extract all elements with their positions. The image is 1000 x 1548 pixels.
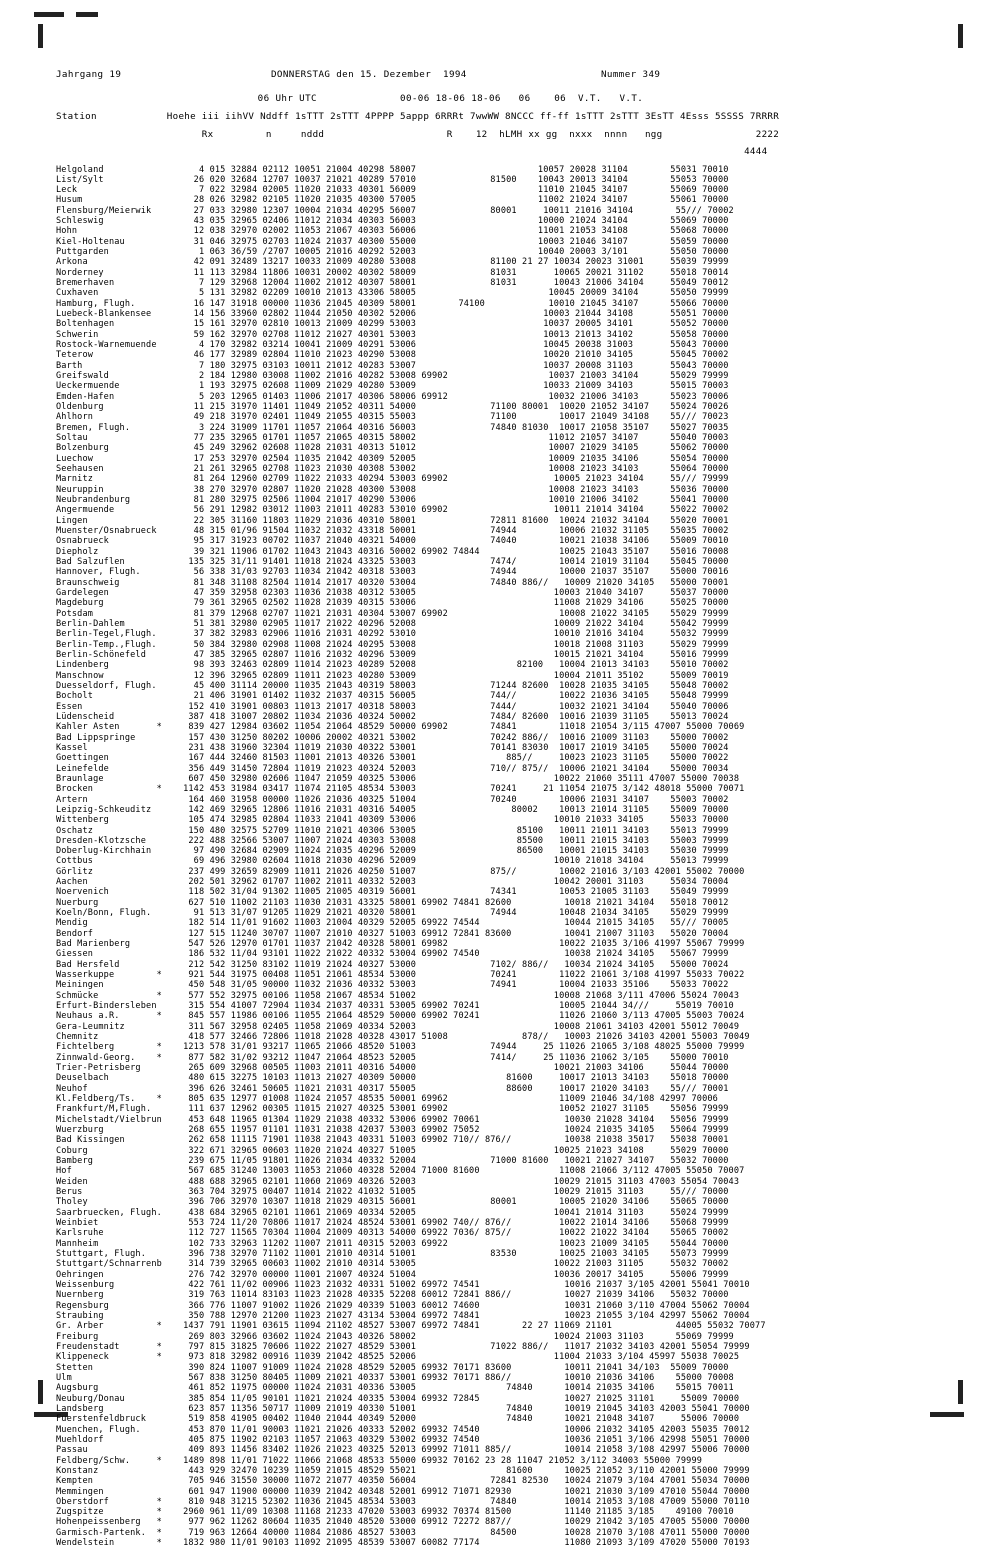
- table-row: Soltau 77 235 32965 01701 11057 21065 40315 58002 11012 21057 34107 55040 70003: [56, 433, 956, 443]
- table-row: Manschnow 12 396 32965 02809 11011 21023 40280 53009 10004 21011 35102 55009 70019: [56, 671, 956, 681]
- table-row: Freudenstadt * 797 815 31825 70606 11022 21027 48529 53001 71022 886// 11017 21032 34103 42001 55054 79999: [56, 1342, 956, 1352]
- table-row: Helgoland 4 015 32884 02112 10051 21004 40298 58007 10057 20028 31104 55031 70010: [56, 165, 956, 175]
- table-row: Duesseldorf, Flugh. 45 400 31114 20000 11035 21043 40319 58003 71244 82600 10028 21035 34105 55048 70002: [56, 681, 956, 691]
- table-row: Rostock-Warnemuende 4 170 32982 03214 10041 21009 40291 53006 10045 20038 31003 55043 70000: [56, 340, 956, 350]
- table-row: Kempten 705 946 31550 30000 11072 21077 40350 56004 72841 82530 10024 21079 3/104 47001 55034 70000: [56, 1476, 956, 1486]
- crop-mark-right-bottom: [958, 1380, 963, 1404]
- table-row: Bolzenburg 45 249 32962 02608 11028 21031 40313 51012 10007 21029 34105 55062 70000: [56, 443, 956, 453]
- table-row: Straubing 350 788 12970 21200 11023 21027 43134 53004 69972 74841 10023 21055 3/104 42997 55062 70004: [56, 1311, 956, 1321]
- table-row: Bad Marienberg 547 526 12970 01701 11037 21042 40328 58001 69982 10022 21035 3/106 41997 55067 79999: [56, 939, 956, 949]
- table-row: Berlin-Tegel,Flugh. 37 382 32983 02906 11016 21031 40292 53010 10010 21016 34104 55032 79999: [56, 629, 956, 639]
- table-row: List/Sylt 26 020 32684 12707 10037 21021 40289 57010 81500 10043 20013 34104 55053 70000: [56, 175, 956, 185]
- table-row: Bad Hersfeld 212 542 31250 83102 11019 21024 40327 53000 7102/ 886// 10034 21024 34105 55000 70024: [56, 960, 956, 970]
- date-label: DONNERSTAG den 15. Dezember 1994: [271, 68, 601, 81]
- table-row: Ulm 567 838 31250 80405 11009 21021 40337 53001 69932 70171 886// 10010 21036 34106 55000 70008: [56, 1373, 956, 1383]
- table-row: Nuernberg 319 763 11014 83103 11023 21028 40335 52208 60012 72841 886// 10027 21039 34106 55032 70000: [56, 1290, 956, 1300]
- column-header-line-1: Station Hoehe iii iihVV Nddff 1sTTT 2sTTT 4PPPP 5appp 6RRRt 7wwWW 8NCCC ff-ff 1sTTT 2sTTT 3EsTT 4Esss 5SSSS 7RRRR: [56, 111, 956, 123]
- table-row: Feldberg/Schw. * 1489 898 11/01 71022 11066 21068 48533 55000 69932 70162 23 28 11047 21052 3/112 34003 55000 79999: [56, 1456, 956, 1466]
- table-row: Hohn 12 038 32970 02002 11053 21067 40303 56006 11001 21053 34108 55068 70000: [56, 226, 956, 236]
- table-row: Marnitz 81 264 12960 02709 11022 21033 40294 53003 69902 10005 21023 34104 55/// 79999: [56, 474, 956, 484]
- table-row: Deuselbach 480 615 32275 10103 11013 21027 40309 50000 81600 10017 21013 34103 55018 70000: [56, 1073, 956, 1083]
- table-row: Hannover, Flugh. 56 338 31/03 92703 11034 21042 40318 53003 74944 10000 21037 35107 55000 70016: [56, 567, 956, 577]
- table-row: Osnabrueck 95 317 31923 00702 11037 21040 40321 54000 74040 10021 21038 34106 55009 70010: [56, 536, 956, 546]
- column-header-line-2: Rx n nddd R 12 hLMH xx gg nxxx nnnn ngg 2222: [56, 129, 956, 141]
- table-row: Wendelstein * 1832 980 11/01 90103 11092 21095 48539 53007 60082 77174 11080 21093 3/109 47020 55000 70193: [56, 1538, 956, 1548]
- table-row: Kahler Asten * 839 427 12984 03602 11054 21064 48529 50000 69902 74841 11018 21054 3/115 47007 55000 70069: [56, 722, 956, 732]
- table-row: Nuerburg 627 510 11002 21103 11030 21031 43325 58001 69902 74841 82600 10018 21021 34104 55018 70012: [56, 898, 956, 908]
- table-row: Barth 7 180 32975 03103 10011 21012 40283 53007 10037 20008 31103 55043 70000: [56, 361, 956, 371]
- table-row: Frankfurt/M,Flugh. 111 637 12962 00305 11015 21027 40325 53001 69902 10052 21027 31105 55056 79999: [56, 1104, 956, 1114]
- table-row: Braunlage 607 450 32980 02606 11047 21059 40325 53006 10022 21060 35111 47007 55000 70038: [56, 774, 956, 784]
- table-row: Konstanz 443 929 32470 10239 11059 21015 48529 55021 81600 10025 21052 3/110 42001 55000 79999: [56, 1466, 956, 1476]
- table-row: Lingen 22 305 31160 11803 11029 21036 40310 58001 72811 81600 10024 21032 34104 55020 70001: [56, 516, 956, 526]
- table-row: Neuruppin 38 270 32970 02807 11020 21028 40300 53008 10008 21023 34103 55036 70000: [56, 485, 956, 495]
- table-row: Seehausen 21 261 32965 02708 11023 21030 40308 53002 10008 21023 34103 55064 70000: [56, 464, 956, 474]
- table-row: Muehldorf 405 875 11902 02103 11057 21063 40329 53002 69932 74540 10036 21051 3/106 42998 55051 70000: [56, 1435, 956, 1445]
- table-row: Berlin-Schönefeld 47 385 32965 02807 11016 21032 40296 53009 10015 21021 34104 55016 79999: [56, 650, 956, 660]
- crop-mark-right-top: [958, 24, 963, 48]
- table-row: Neuburg/Donau 385 854 11/05 90101 11021 21024 40335 53004 69932 72845 10027 21025 31101 55009 70000: [56, 1394, 956, 1404]
- table-row: Coburg 322 671 32965 00603 11020 21024 40327 51005 10025 21023 34108 55029 70000: [56, 1146, 956, 1156]
- table-row: Potsdam 81 379 12968 02707 11021 21031 40304 53007 69902 10008 21022 34105 55029 79999: [56, 609, 956, 619]
- table-row: Chemnitz 418 577 32466 72806 11018 21028 40328 43017 51008 878// 10003 21026 34103 42001 55003 70049: [56, 1032, 956, 1042]
- table-row: Arkona 42 091 32489 13217 10033 21009 40280 53008 81100 21 27 10034 20023 31001 55039 79999: [56, 257, 956, 267]
- table-row: Bad Lippspringe 157 430 31250 80202 10006 20002 40321 53002 70242 886// 10016 21009 31103 55000 70002: [56, 733, 956, 743]
- table-row: Teterow 46 177 32989 02804 11010 21023 40290 53008 10020 21010 34105 55045 70002: [56, 350, 956, 360]
- jahrgang-label: Jahrgang 19: [56, 68, 271, 81]
- table-row: Memmingen 601 947 11900 00000 11039 21042 40348 52001 69912 71071 82930 10021 21030 3/109 47010 55044 70000: [56, 1487, 956, 1497]
- table-row: Neuhaus a.R. * 845 557 11986 00106 11055 21064 48529 50000 69902 70241 11026 21060 3/113 47005 55003 70024: [56, 1011, 956, 1021]
- table-row: Ueckermuende 1 193 32975 02608 11009 21029 40280 53009 10033 21009 34103 55015 70003: [56, 381, 956, 391]
- table-row: Fichtelberg * 1213 578 31/01 93217 11065 21066 48520 51003 74944 25 11026 21065 3/108 48025 55000 79999: [56, 1042, 956, 1052]
- table-row: Bremerhaven 7 129 32968 12004 11002 21012 40307 58001 81031 10043 21006 34104 55049 70012: [56, 278, 956, 288]
- table-row: Emden-Hafen 5 203 12965 01403 11006 21017 40306 58006 69912 10032 21006 34103 55023 70006: [56, 392, 956, 402]
- table-row: Husum 28 026 32982 02105 11020 21035 40300 57005 11002 21024 34107 55061 70000: [56, 195, 956, 205]
- table-row: Lüdenscheid 387 418 31007 20802 11034 21036 40324 50002 7484/ 82600 10016 21039 31105 55013 70024: [56, 712, 956, 722]
- table-row: Bremen, Flugh. 3 224 31909 11701 11057 21064 40316 56003 74840 81030 10017 21058 35107 55027 70035: [56, 423, 956, 433]
- table-row: Garmisch-Partenk. * 719 963 12664 40000 11084 21086 48527 53003 84500 10028 21070 3/108 47011 55000 70000: [56, 1528, 956, 1538]
- column-header-line-3: 4444: [56, 146, 956, 158]
- table-row: Wasserkuppe * 921 544 31975 00408 11051 21061 48534 53000 70241 11022 21061 3/108 41997 55033 70022: [56, 970, 956, 980]
- table-row: Mannheim 102 733 32963 11202 11007 21011 40315 52003 69922 10023 21009 34105 55044 70000: [56, 1239, 956, 1249]
- table-row: Bendorf 127 515 11240 30707 11007 21010 40327 51003 69912 72841 83600 10041 21007 31103 55020 70004: [56, 929, 956, 939]
- table-row: Hof 567 685 31240 13003 11053 21060 40328 52004 71000 81600 11008 21066 3/112 47005 55050 70007: [56, 1166, 956, 1176]
- table-row: Stetten 390 824 11007 91009 11024 21028 48529 52005 69932 70171 83600 10011 21041 34/103 55009 70000: [56, 1363, 956, 1373]
- crop-mark-left-bottom: [38, 1380, 43, 1404]
- table-row: Berlin-Dahlem 51 381 32980 02905 11017 21022 40296 52008 10009 21022 34104 55042 79999: [56, 619, 956, 629]
- table-row: Schwerin 59 162 32970 02708 11012 21027 40301 53003 10013 21013 34102 55058 70000: [56, 330, 956, 340]
- table-row: Boltenhagen 15 161 32970 02810 10013 21009 40299 53003 10037 20005 34101 55052 70000: [56, 319, 956, 329]
- table-row: Wittenberg 105 474 32985 02804 11033 21041 40309 53006 10010 21033 34105 55033 70000: [56, 815, 956, 825]
- table-row: Landsberg 623 857 11356 50717 11009 21019 40330 51001 74840 10019 21045 34103 42003 55041 70000: [56, 1404, 956, 1414]
- table-row: Artern 164 460 31958 00000 11026 21036 40325 51004 70240 10006 21031 34107 55003 70002: [56, 795, 956, 805]
- table-row: Berlin-Temp.,Flugh. 50 384 32980 02908 11008 21024 40295 53008 10018 21008 31103 55029 79999: [56, 640, 956, 650]
- table-row: Dresden-Klotzsche 222 488 32566 53007 11007 21024 40303 53008 85500 10011 21015 34103 55003 79999: [56, 836, 956, 846]
- table-row: Lindenberg 98 393 32463 02809 11014 21023 40289 52008 82100 10004 21013 34103 55010 70002: [56, 660, 956, 670]
- table-row: Cottbus 69 496 32980 02604 11018 21030 40296 52009 10010 21018 34104 55013 79999: [56, 856, 956, 866]
- crop-mark-top-left-2: [76, 12, 98, 17]
- table-row: Schleswig 43 035 32965 02406 11012 21034 40303 56003 10000 21024 34104 55069 70000: [56, 216, 956, 226]
- crop-mark-left-top: [38, 24, 43, 48]
- table-row: Leck 7 022 32984 02005 11020 21033 40301 56009 11010 21045 34107 55069 70000: [56, 185, 956, 195]
- table-row: Fuerstenfeldbruck 519 858 41905 00402 11040 21044 40349 52000 74840 10021 21048 34107 55006 70000: [56, 1414, 956, 1424]
- table-row: Meiningen 450 548 31/05 90000 11032 21036 40332 53003 74941 10004 21033 35106 55033 70022: [56, 980, 956, 990]
- table-row: Oschatz 150 480 32575 52709 11010 21021 40306 53005 85100 10011 21011 34103 55013 79999: [56, 826, 956, 836]
- table-row: Luechow 17 253 32970 02504 11035 21042 40309 52005 10009 21035 34106 55054 70000: [56, 454, 956, 464]
- table-row: Bad Salzuflen 135 325 31/11 91401 11018 21024 43325 53003 7474/ 10014 21019 31104 55045 70000: [56, 557, 956, 567]
- table-row: Stuttgart, Flugh. 396 738 32970 71102 11001 21010 40314 51001 83530 10025 21003 34105 55073 79999: [56, 1249, 956, 1259]
- table-row: Greifswald 2 184 12980 03008 11002 21016 40282 53008 69902 10037 21003 34104 55029 79999: [56, 371, 956, 381]
- table-row: Oehringen 276 742 32970 00000 11001 21007 40324 51004 10036 20017 34105 55006 79999: [56, 1270, 956, 1280]
- table-row: Zinnwald-Georg. * 877 582 31/02 93212 11047 21064 48523 52005 7414/ 25 11036 21062 3/105 55000 70010: [56, 1053, 956, 1063]
- table-row: Flensburg/Meierwik 27 033 32980 12307 10004 21034 40295 56007 80001 10011 21016 34104 55/// 70002: [56, 206, 956, 216]
- table-row: Stuttgart/Schnarrenb 314 739 32965 00603 11002 21010 40314 53005 10022 21003 31105 55032 70002: [56, 1259, 956, 1269]
- table-row: Muenster/Osnabrueck 48 315 01/96 91504 11032 21032 43318 50001 74944 10006 21032 31105 55035 70002: [56, 526, 956, 536]
- table-row: Neubrandenburg 81 280 32975 02506 11004 21017 40290 53006 10010 21006 34102 55041 70000: [56, 495, 956, 505]
- table-row: Giessen 186 532 11/04 93101 11022 21022 40332 53004 69902 74540 10038 21024 34105 55067 79999: [56, 949, 956, 959]
- table-row: Klippeneck * 973 818 32982 00916 11039 21042 48525 52006 11004 21033 3/104 45997 55038 70025: [56, 1352, 956, 1362]
- table-row: Görlitz 237 499 32659 82909 11011 21026 40250 51007 875// 10002 21016 3/103 42001 55002 70000: [56, 867, 956, 877]
- table-row: Puttgarden 1 063 36/59 /2707 10005 21016 40292 52003 10040 20003 3/101 55050 70000: [56, 247, 956, 257]
- table-row: Mendig 182 514 11/01 91602 11003 21004 40329 52005 69922 74544 10044 21015 34105 55/// 70005: [56, 918, 956, 928]
- table-row: Kiel-Holtenau 31 046 32975 02703 11024 21037 40300 55000 10003 21046 34107 55059 70000: [56, 237, 956, 247]
- table-row: Berus 363 704 32975 00407 11014 21022 41032 51005 10029 21015 31103 55/// 70000: [56, 1187, 956, 1197]
- table-row: Karlsruhe 112 727 11565 70304 11004 21009 40313 54000 69922 7036/ 875// 10022 21022 34104 55065 70002: [56, 1228, 956, 1238]
- table-row: Wuerzburg 268 655 11957 01101 11031 21038 42037 53003 69902 75052 10024 21035 34105 55064 79999: [56, 1125, 956, 1135]
- table-row: Weinbiet 553 724 11/20 70806 11017 21024 48524 53001 69902 740// 876// 10022 21014 34106 55068 79999: [56, 1218, 956, 1228]
- nummer-label: Nummer 349: [601, 68, 660, 81]
- table-row: Saarbruecken, Flugh. 438 684 32965 02101 11061 21069 40334 52005 10041 21014 31103 55024 79999: [56, 1208, 956, 1218]
- table-row: Erfurt-Bindersleben 315 554 41007 72904 11034 21037 40331 53005 69902 70241 10005 21044 34/// 55019 70010: [56, 1001, 956, 1011]
- table-row: Magdeburg 79 361 32965 02502 11028 21039 40315 53006 11008 21029 34106 55025 70000: [56, 598, 956, 608]
- table-row: Hamburg, Flugh. 16 147 31918 00000 11036 21045 40309 58001 74100 10010 21045 34107 55066 70000: [56, 299, 956, 309]
- table-row: Oldenburg 11 215 31970 11401 11049 21052 40311 54000 71100 80001 10020 21052 34107 55024 70026: [56, 402, 956, 412]
- table-row: Neuhof 396 626 32461 50605 11021 21031 40317 55005 88600 10017 21020 34103 55/// 70001: [56, 1084, 956, 1094]
- table-row: Braunschweig 81 348 31108 82504 11014 21017 40320 53004 74840 886// 10009 21020 34105 55000 70001: [56, 578, 956, 588]
- table-row: Freiburg 269 803 32966 03602 11024 21043 40326 58002 10024 21003 31103 55069 79999: [56, 1332, 956, 1342]
- table-row: Gera-Leumnitz 311 567 32958 02405 11058 21069 40334 52003 10008 21061 34103 42001 55012 70049: [56, 1022, 956, 1032]
- crop-mark-top-left: [34, 12, 64, 17]
- table-row: Gardelegen 47 359 32958 02303 11036 21038 40312 53005 10003 21040 34107 55037 70000: [56, 588, 956, 598]
- table-row: Schmücke * 577 552 32975 00106 11058 21067 48534 51002 10008 21068 3/111 47006 55024 70043: [56, 991, 956, 1001]
- table-row: Bad Kissingen 262 658 11115 71901 11038 21043 40331 51003 69902 710// 876// 10038 21038 35017 55038 70001: [56, 1135, 956, 1145]
- table-row: Michelstadt/Vielbrun 453 648 11965 01304 11029 21038 40332 53006 69902 70061 10030 21028 34104 55056 79999: [56, 1115, 956, 1125]
- table-row: Leinefelde 356 449 31450 72804 11019 21023 40324 52003 710// 875// 10006 21021 34104 55000 70034: [56, 764, 956, 774]
- table-row: Cuxhaven 5 131 32982 02209 10010 21013 43306 58005 10045 20009 34104 55050 79999: [56, 288, 956, 298]
- table-row: Aachen 202 501 32962 01707 11002 21011 40332 52003 10042 20001 31103 55034 70004: [56, 877, 956, 887]
- table-row: Norderney 11 113 32984 11806 10031 20002 40302 58009 81031 10065 20021 31102 55018 70014: [56, 268, 956, 278]
- table-row: Doberlug-Kirchhain 97 490 32684 02909 11024 21035 40296 52009 86500 10001 21015 34103 55030 79999: [56, 846, 956, 856]
- weather-data-table: [56, 165, 956, 1548]
- table-row: Tholey 396 706 32970 10307 11018 21029 40315 56001 80001 10005 21020 34106 55065 70000: [56, 1197, 956, 1207]
- table-row: Bocholt 21 406 31901 01402 11032 21037 40315 56005 744// 10022 21036 34105 55048 79999: [56, 691, 956, 701]
- table-row: Weissenburg 422 761 11/02 00906 11023 21032 40331 51002 69972 74541 10016 21037 3/105 42001 55041 70010: [56, 1280, 956, 1290]
- table-row: Kl.Feldberg/Ts. * 805 635 12977 01008 11024 21057 48535 50001 69962 11009 21046 34/108 42997 70006: [56, 1094, 956, 1104]
- document-header: [56, 68, 956, 81]
- table-row: Augsburg 461 852 11975 00000 11024 21031 40336 53005 74840 10014 21035 34106 55015 70011: [56, 1383, 956, 1393]
- table-row: Passau 409 893 11456 83402 11026 21023 40325 52013 69992 71011 885// 10014 21058 3/108 42997 55006 70000: [56, 1445, 956, 1455]
- table-row: Koeln/Bonn, Flugh. 91 513 31/07 91205 11029 21021 40320 58001 74944 10048 21034 34105 55029 79999: [56, 908, 956, 918]
- table-row: Leipzig-Schkeuditz 142 469 32965 12806 11016 21031 40316 54005 80002 10013 21014 31105 55009 70000: [56, 805, 956, 815]
- table-row: Bamberg 239 675 11/05 91801 11026 21034 40332 52004 71000 81600 10021 21027 34107 55032 70000: [56, 1156, 956, 1166]
- document-content: [56, 68, 956, 1548]
- table-row: Oberstdorf * 810 948 31215 52302 11036 21045 48534 53003 74840 10014 21053 3/108 47009 55000 70110: [56, 1497, 956, 1507]
- table-row: Essen 152 410 31901 00803 11013 21017 40318 58003 7444/ 10032 21021 34104 55040 70006: [56, 702, 956, 712]
- table-row: Noervenich 118 502 31/04 91302 11005 21005 40319 56001 74341 10053 21005 31103 55049 79999: [56, 887, 956, 897]
- utc-header-line: 06 Uhr UTC 00-06 18-06 18-06 06 06 V.T. V.T.: [56, 93, 956, 105]
- table-row: Angermuende 56 291 12982 03012 11003 21011 40283 53010 69902 10011 21014 34104 55022 70002: [56, 505, 956, 515]
- table-row: Weiden 488 688 32965 02101 11060 21069 40326 52003 10029 21015 31103 47003 55054 70043: [56, 1177, 956, 1187]
- table-row: Kassel 231 438 31960 32304 11019 21030 40322 53001 70141 83030 10017 21019 34105 55000 70024: [56, 743, 956, 753]
- table-row: Trier-Petrisberg 265 609 32968 00505 11003 21011 40316 54000 10021 21003 34106 55044 70000: [56, 1063, 956, 1073]
- table-row: Brocken * 1142 453 31984 03417 11074 21105 48534 53003 70241 21 11054 21075 3/142 48018 55000 70071: [56, 784, 956, 794]
- table-row: Luebeck-Blankensee 14 156 33960 02802 11044 21050 40302 52006 10003 21044 34108 55051 70000: [56, 309, 956, 319]
- table-row: Hohenpeissenberg * 977 962 11262 80604 11035 21040 48520 53000 69912 72272 887// 10029 21042 3/105 47005 55000 70000: [56, 1517, 956, 1527]
- table-row: Muenchen, Flugh. 453 870 11/01 90003 11021 21026 40333 52002 69932 74540 10006 21032 34105 42003 55035 70012: [56, 1425, 956, 1435]
- table-row: Ahlhorn 49 218 31970 02401 11049 21055 40315 55003 71100 10017 21049 34108 55/// 70023: [56, 412, 956, 422]
- table-row: Zugspitze * 2960 961 11/09 10308 11168 21233 47020 53003 69932 70374 81500 11140 21185 3/185 49100 70010: [56, 1507, 956, 1517]
- table-row: Gr. Arber * 1437 791 11901 03615 11094 21102 48527 53007 69972 74841 22 27 11069 21101 44005 55032 70077: [56, 1321, 956, 1331]
- table-row: Regensburg 366 776 11007 91002 11026 21029 40339 51003 60012 74600 10031 21060 3/110 47004 55062 70004: [56, 1301, 956, 1311]
- table-row: Diepholz 39 321 11906 01702 11043 21043 40316 50002 69902 74844 10025 21043 35107 55016 70008: [56, 547, 956, 557]
- table-row: Goettingen 167 444 32460 81503 11001 21013 40326 53001 885// 10023 21023 31105 55000 70022: [56, 753, 956, 763]
